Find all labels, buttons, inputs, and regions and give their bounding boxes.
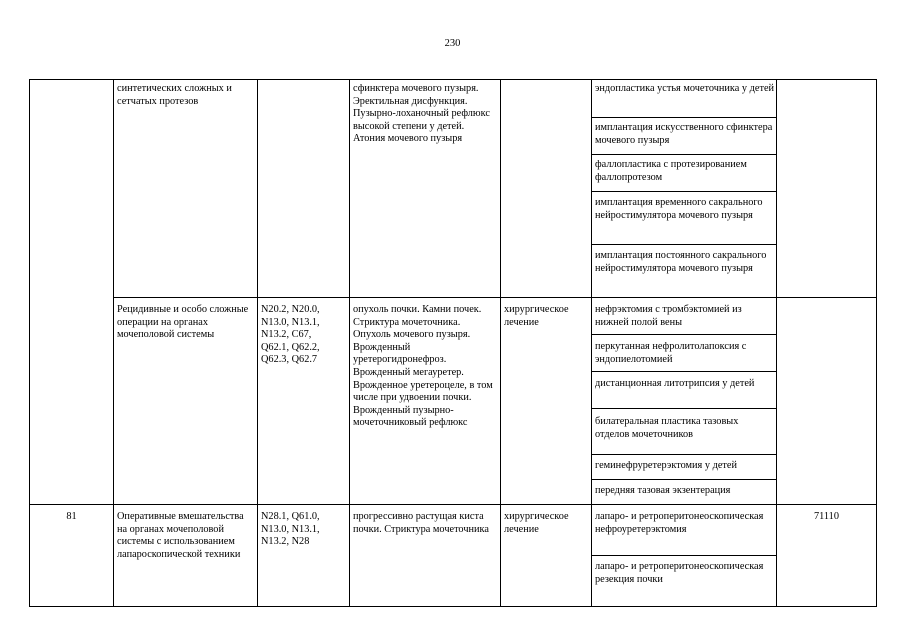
row-divider (591, 555, 776, 556)
column-divider (113, 80, 114, 606)
method: геминефруретерэктомия у детей (595, 460, 737, 471)
group-name: синтетических сложных и сетчатых протезов (117, 83, 232, 107)
method: лапаро- и ретроперитонеоскопическая резекция почки (595, 561, 764, 585)
method: фаллопластика с протезированием фаллопротезом (595, 159, 747, 183)
method: имплантация искусственного сфинктера мочевого пузыря (595, 122, 773, 146)
row-divider (113, 297, 877, 298)
row-divider (591, 408, 776, 409)
method: эндопластика устья мочеточника у детей (595, 83, 775, 94)
row-divider (591, 334, 776, 335)
diagnosis: опухоль почки. Камни почек. Стриктура мочеточника. Опухоль мочевого пузыря. Врожденный уретерогидронефроз. Врожденный мегауретер. Врожденное уретероцеле, в том числе при удвоении почки. Врожденный пузырно-мочеточниковый рефлюкс (353, 304, 493, 429)
treatment-type: хирургическое лечение (504, 511, 569, 535)
method: перкутанная нефролитолапоксия с эндопиелотомией (595, 341, 747, 365)
column-divider (591, 80, 592, 606)
group-name: Рецидивные и особо сложные операции на органах мочеполовой системы (117, 304, 249, 341)
row-divider (591, 154, 776, 155)
column-divider (349, 80, 350, 606)
method: лапаро- и ретроперитонеоскопическая нефроуретерэктомия (595, 511, 764, 535)
icd-codes: N20.2, N20.0, N13.0, N13.1, N13.2, C67, Q62.1, Q62.2, Q62.3, Q62.7 (261, 304, 320, 366)
method: нефрэктомия с тромбэктомией из нижней полой вены (595, 304, 742, 328)
column-divider (257, 80, 258, 606)
procedures-table (29, 79, 877, 607)
method: дистанционная литотрипсия у детей (595, 378, 755, 389)
row-divider (30, 504, 877, 505)
column-divider (500, 80, 501, 606)
treatment-type: хирургическое лечение (504, 304, 569, 328)
row-divider (591, 454, 776, 455)
column-divider (776, 80, 777, 606)
row-divider (591, 117, 776, 118)
cost: 71110 (814, 511, 839, 522)
icd-codes: N28.1, Q61.0, N13.0, N13.1, N13.2, N28 (261, 511, 320, 548)
row-number: 81 (66, 511, 77, 522)
row-divider (591, 244, 776, 245)
page-number: 230 (444, 38, 461, 49)
diagnosis: сфинктера мочевого пузыря. Эректильная дисфункция. Пузырно-лоханочный рефлюкс высокой степени у детей. Атония мочевого пузыря (353, 83, 490, 145)
diagnosis: прогрессивно растущая киста почки. Стриктура мочеточника (353, 511, 489, 535)
method: передняя тазовая экзентерация (595, 485, 731, 496)
method: билатеральная пластика тазовых отделов мочеточников (595, 416, 739, 440)
row-divider (591, 191, 776, 192)
method: имплантация постоянного сакрального нейростимулятора мочевого пузыря (595, 250, 767, 274)
row-divider (591, 479, 776, 480)
method: имплантация временного сакрального нейростимулятора мочевого пузыря (595, 197, 763, 221)
row-divider (591, 371, 776, 372)
group-name: Оперативные вмешательства на органах мочеполовой системы с использованием лапароскопической техники (117, 511, 244, 560)
